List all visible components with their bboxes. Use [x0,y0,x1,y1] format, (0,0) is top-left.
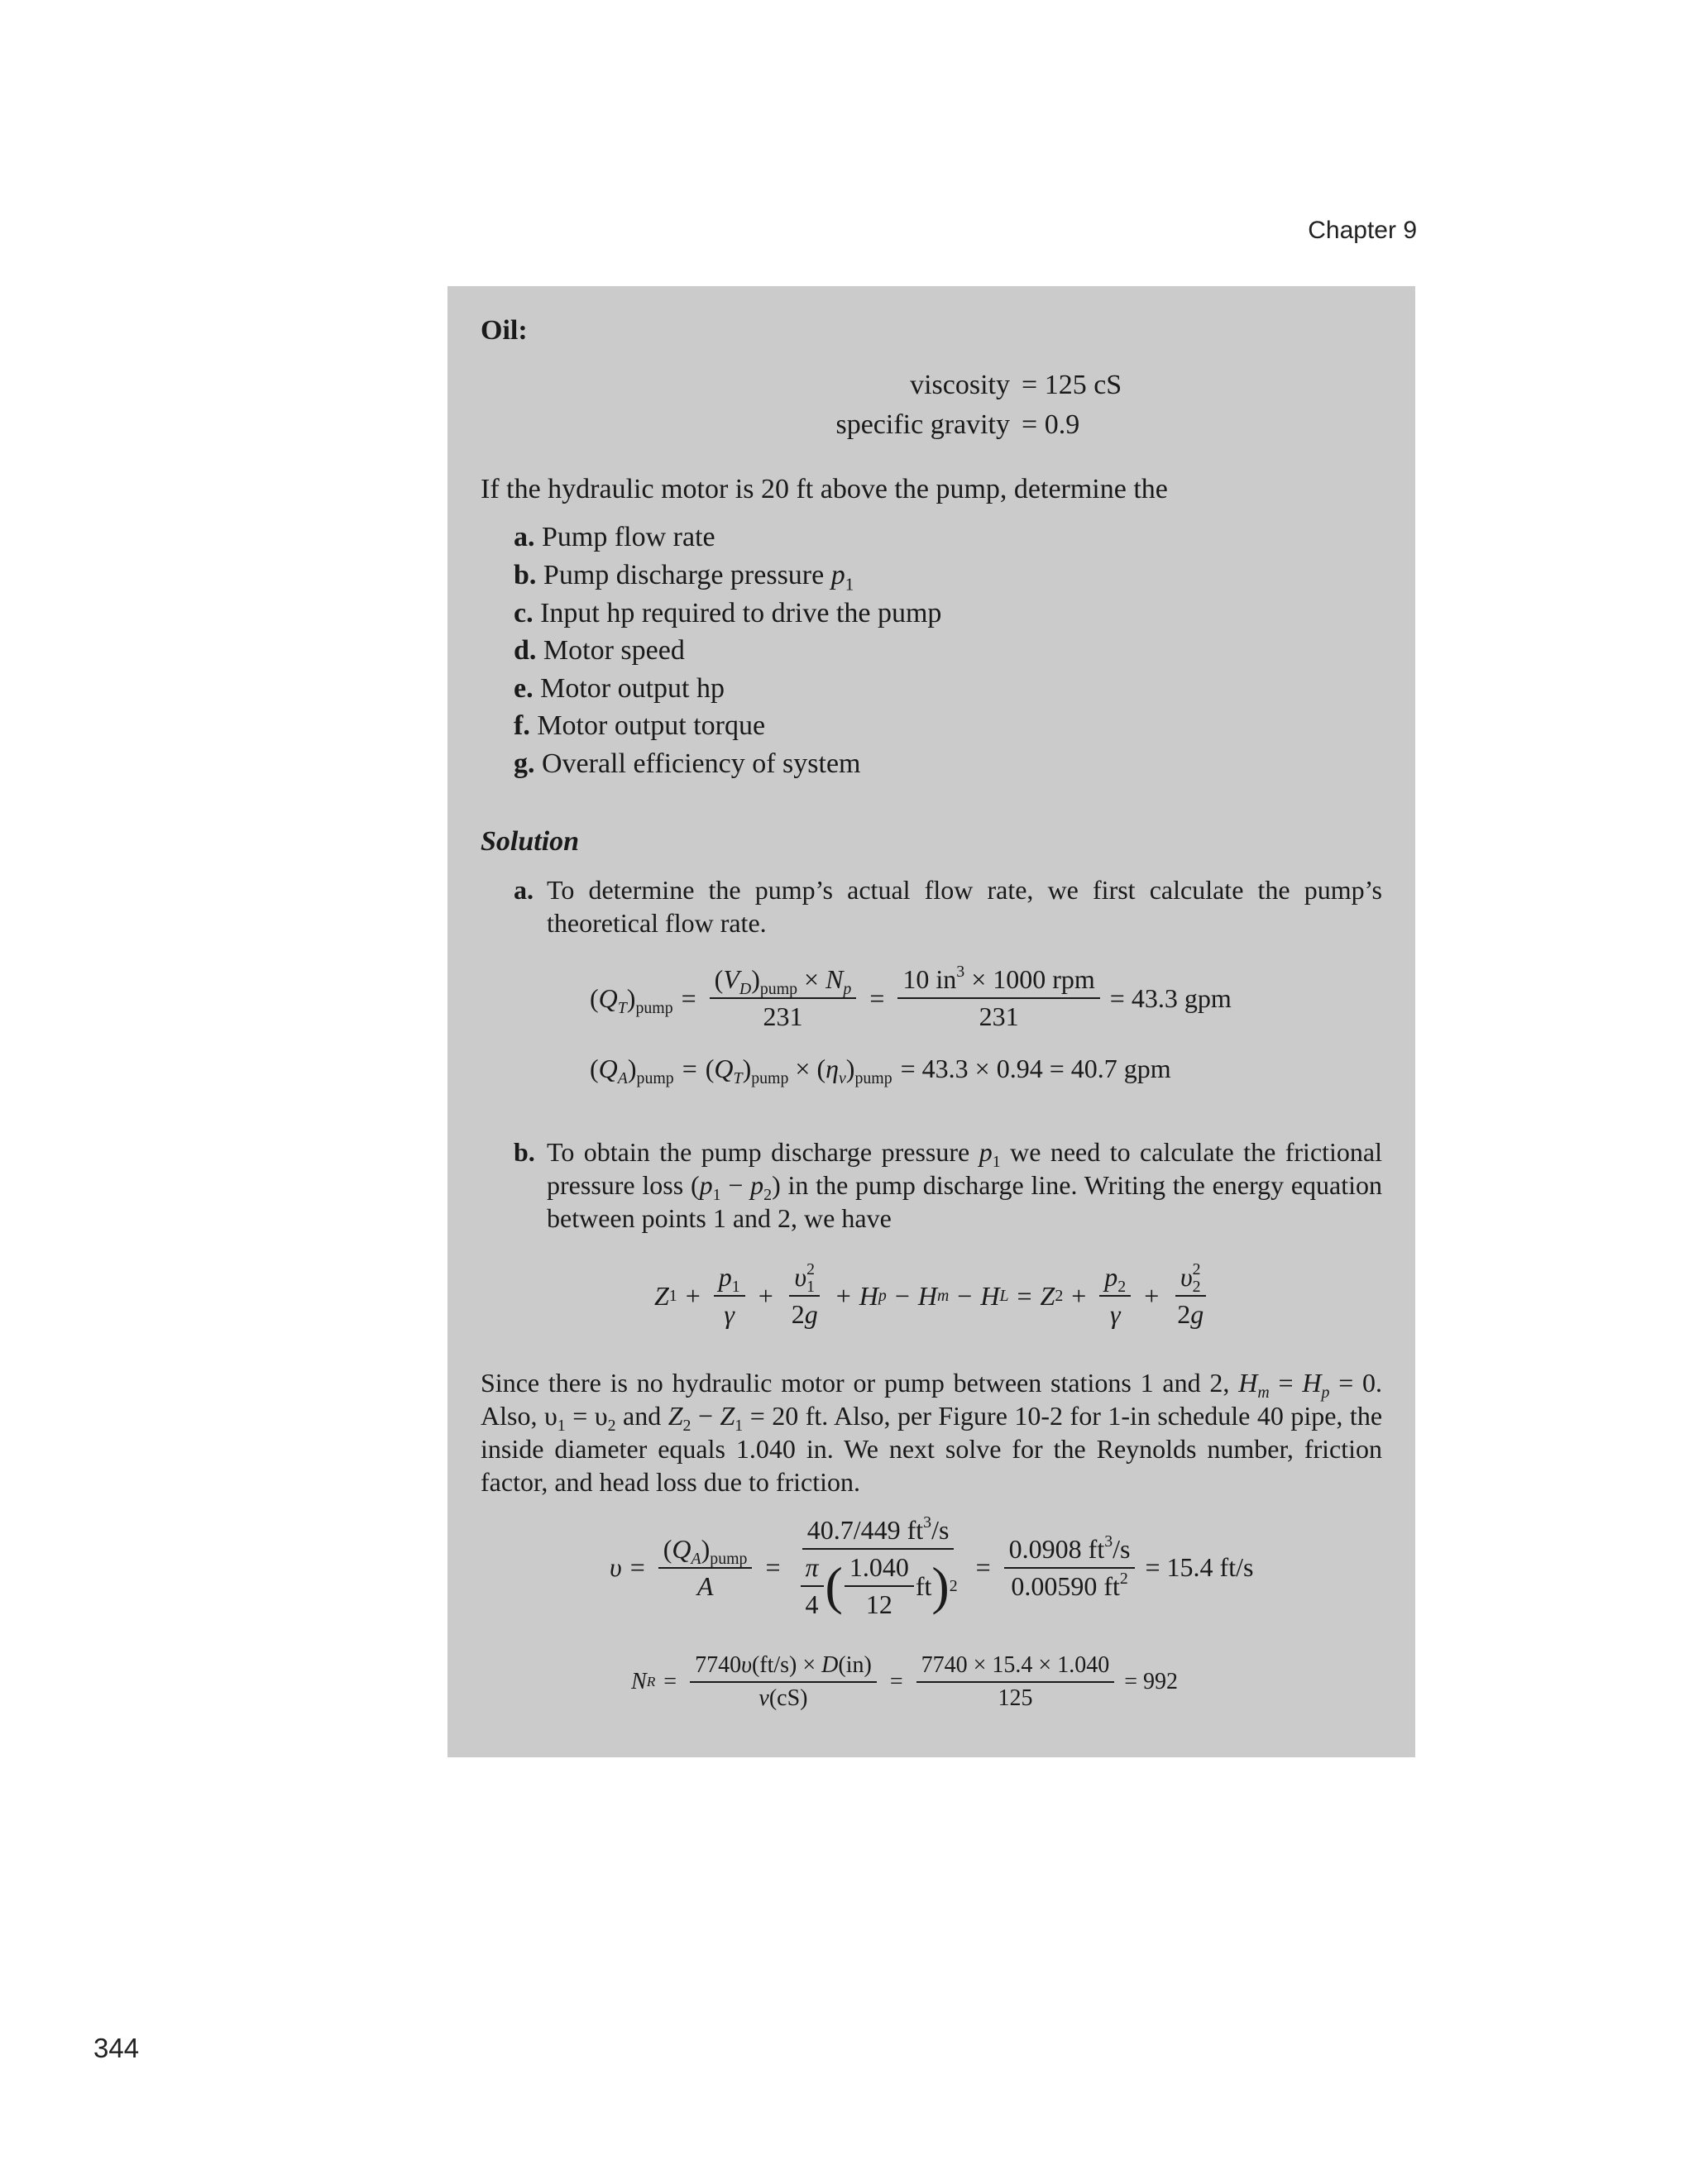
item-g: g. Overall efficiency of system [514,748,861,779]
energy-equation: Z 1 + $\frac{p_1}{\gamma}$ + $\frac{\upsilon^2_1}{2g}$ + H p − H m − H L = Z 2 + $\frac{p_2}{\gamma}$ + $\frac{\upsilon^2_2}{2g}$ [654,1262,1213,1330]
oil-heading: Oil: [481,315,528,346]
sg-eq: = 0.9 [1022,409,1080,440]
paragraph-reynolds-intro: Since there is no hydraulic motor or pump between stations 1 and 2, $H_m = H_p = 0$. Also, $\upsilon_1 = \upsilon_2$ and $Z_2 - Z_1 = 20$ ft. Also, per Figure 10-2 for 1-in schedule 40 pipe, the inside diameter equals 1.040 in. We next solve for the Reynolds number, friction factor, and head loss due to friction. [481,1368,1383,1497]
equation-actual-flow: $(Q_A)_{pump}$ = $(Q_T)_{pump} \times (\eta_v)_{pump}$ = 43.3 × 0.94 = 40.7 gpm [590,1054,1171,1087]
viscosity-eq: = 125 cS [1022,370,1122,400]
item-f: f. Motor output torque [514,710,766,741]
example-box [447,286,1415,1757]
viscosity-value: 125 cS [1044,370,1122,400]
item-c: c. Input hp required to drive the pump [514,598,942,628]
solution-heading: Solution [481,826,580,857]
item-d: d. Motor speed [514,635,685,666]
page-number: 344 [93,2033,140,2063]
item-a: a. Pump flow rate [514,522,715,552]
solution-a: a. To determine the pump’s actual flow rate, we first calculate the pump’s theoretical flow rate. [514,875,1382,938]
solution-b: b. To obtain the pump discharge pressure $p_1$ we need to calculate the frictional pressure loss $(p_1 - p_2)$ in the pump discharge line. Writing the energy equation between points 1 and 2, we have [514,1137,1383,1233]
reynolds-equation: N R = $\frac{7740\upsilon(ft/s) \times D(in)}{\nu(cS)}$ = $\frac{7740 \times 15.4 \times 1.040}{125}$ = 992 [631,1652,1179,1711]
problem-intro: If the hydraulic motor is 20 ft above the pump, determine the [481,474,1168,504]
item-e: e. Motor output hp [514,673,725,704]
velocity-equation: υ = $\frac{(Q_A)_{pump}}{A}$ = 40.7/449 $ft^3/s$ $\frac{\pi}{4}$ ( $\frac{1.040}{12}$ ft ) 2 = $\frac{0.0908 ft^3/s}{0.00590 ft^2}$ = 15.4 ft/s [610,1513,1254,1619]
sg-value: 0.9 [1044,409,1080,440]
item-b: b. Pump discharge pressure $p_1$ [514,560,854,595]
sg-label: specific gravity [835,409,1010,440]
chapter-header: Chapter 9 [1308,217,1417,244]
viscosity-label: viscosity [910,370,1010,400]
equation-theoretical-flow: $(Q_T)_{pump}$ = $\frac{(V_D)_{pump} \times N_p}{231}$ = $\frac{10 in^3 \times 1000 rpm}{231}$ = 43.3 gpm [590,963,1232,1031]
